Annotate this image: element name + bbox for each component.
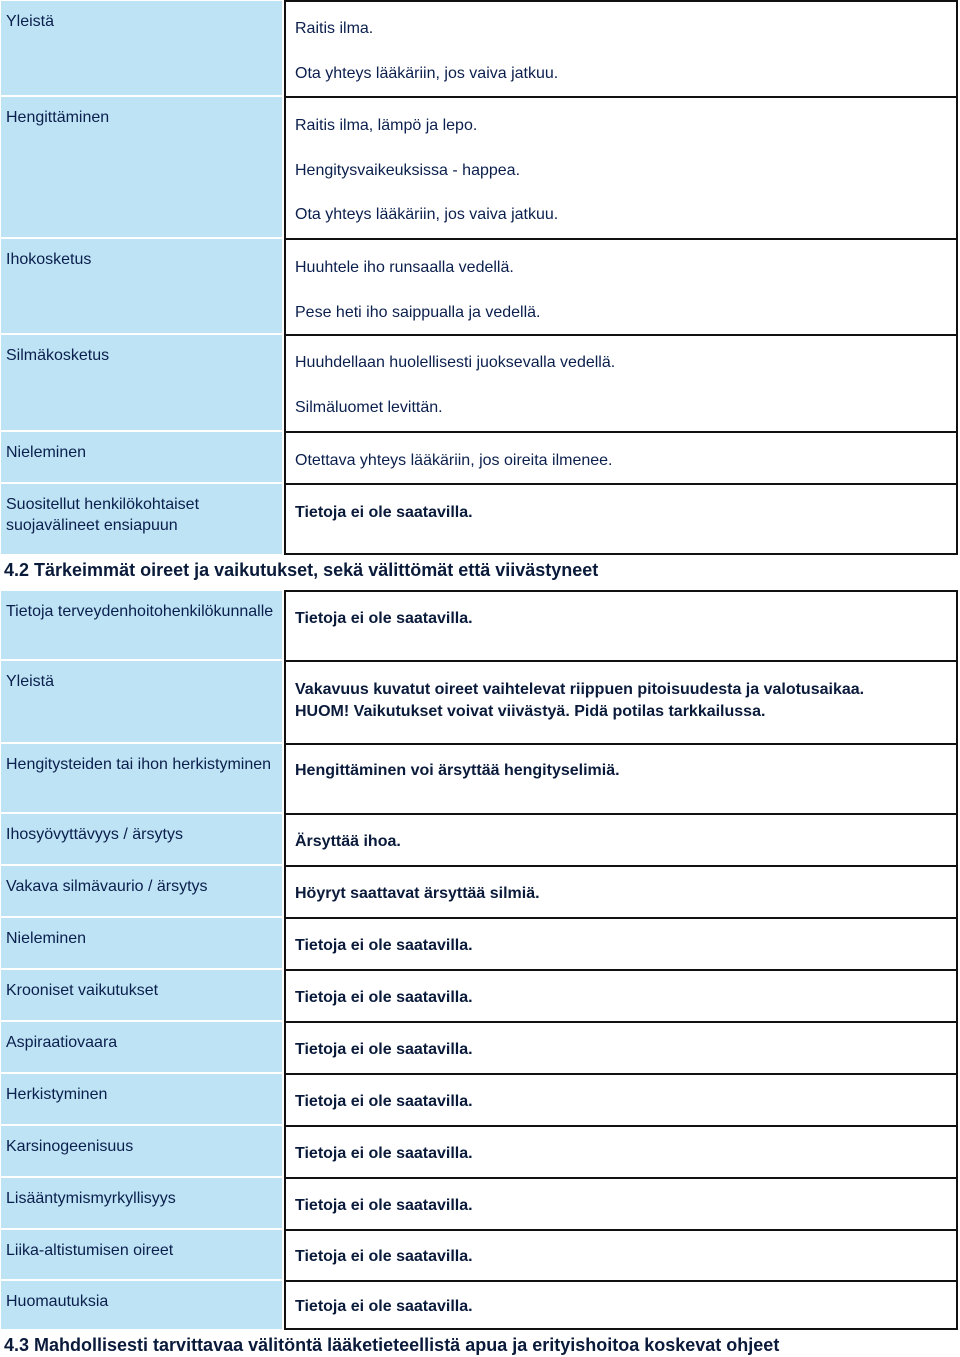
- value-line: Raitis ilma, lämpö ja lepo.: [295, 117, 478, 134]
- table-row: [0, 431, 960, 483]
- row-value: [284, 743, 958, 813]
- row-value: [284, 334, 958, 431]
- value-line: Tietoja ei ole saatavilla.: [295, 989, 473, 1006]
- value-line: Vakavuus kuvatut oireet vaihtelevat riippuen pitoisuudesta ja valotusaikaa.: [295, 681, 865, 698]
- table-row: [0, 1229, 960, 1280]
- table-row: [0, 0, 960, 96]
- table-row: [0, 1280, 960, 1330]
- row-label: Vakava silmävaurio / ärsytys: [0, 865, 283, 917]
- row-label: Krooniset vaikutukset: [0, 969, 283, 1021]
- table-row: [0, 1125, 960, 1177]
- row-label: Ihosyövyttävyys / ärsytys: [0, 813, 283, 865]
- row-label: Nieleminen: [0, 917, 283, 969]
- value-line: HUOM! Vaikutukset voivat viivästyä. Pidä potilas tarkkailussa.: [295, 703, 766, 720]
- table-row: [0, 483, 960, 555]
- row-label: Nieleminen: [0, 431, 283, 483]
- row-value: [284, 238, 958, 334]
- value-line: Tietoja ei ole saatavilla.: [295, 610, 473, 627]
- table-row: [0, 1073, 960, 1125]
- table-row: [0, 969, 960, 1021]
- table-row: [0, 660, 960, 743]
- table-row: [0, 917, 960, 969]
- row-value: [284, 660, 958, 743]
- value-line: Huuhdellaan huolellisesti juoksevalla vedellä.: [295, 354, 616, 371]
- value-line: Tietoja ei ole saatavilla.: [295, 937, 473, 954]
- row-value: [284, 96, 958, 238]
- value-line: Raitis ilma.: [295, 20, 374, 37]
- table-row: [0, 865, 960, 917]
- value-line: Tietoja ei ole saatavilla.: [295, 1145, 473, 1162]
- table-row: [0, 96, 960, 238]
- row-value: [284, 483, 958, 555]
- row-value: [284, 590, 958, 660]
- table-row: [0, 743, 960, 813]
- value-line: Ota yhteys lääkäriin, jos vaiva jatkuu.: [295, 206, 559, 223]
- row-label: Karsinogeenisuus: [0, 1125, 283, 1177]
- row-label: Lisääntymismyrkyllisyys: [0, 1177, 283, 1229]
- value-line: Hengittäminen voi ärsyttää hengityselimiä.: [295, 762, 620, 779]
- row-value: [284, 813, 958, 865]
- value-line: Ärsyttää ihoa.: [295, 833, 401, 850]
- row-value: [284, 431, 958, 483]
- row-value: [284, 1125, 958, 1177]
- row-label: Ihokosketus: [0, 238, 283, 334]
- table-row: [0, 334, 960, 431]
- section-heading: 4.2 Tärkeimmät oireet ja vaikutukset, sekä välittömät että viivästyneet: [4, 560, 599, 580]
- row-value: [284, 865, 958, 917]
- row-label: Aspiraatiovaara: [0, 1021, 283, 1073]
- row-label: Silmäkosketus: [0, 334, 283, 431]
- value-line: Tietoja ei ole saatavilla.: [295, 1248, 473, 1265]
- row-label: Tietoja terveydenhoitohenkilökunnalle: [0, 590, 283, 660]
- row-value: [284, 1073, 958, 1125]
- row-value: [284, 969, 958, 1021]
- row-value: [284, 917, 958, 969]
- value-line: Tietoja ei ole saatavilla.: [295, 1041, 473, 1058]
- row-label: Herkistyminen: [0, 1073, 283, 1125]
- value-line: Silmäluomet levittän.: [295, 399, 443, 416]
- table-row: [0, 813, 960, 865]
- row-value: [284, 1021, 958, 1073]
- row-label: Hengittäminen: [0, 96, 283, 238]
- value-line: Otettava yhteys lääkäriin, jos oireita ilmenee.: [295, 452, 613, 469]
- table-row: [0, 238, 960, 334]
- value-line: Pese heti iho saippualla ja vedellä.: [295, 304, 541, 321]
- value-line: Tietoja ei ole saatavilla.: [295, 1197, 473, 1214]
- row-value: [284, 0, 958, 96]
- row-label: Liika-altistumisen oireet: [0, 1229, 283, 1280]
- value-line: Hengitysvaikeuksissa - happea.: [295, 162, 521, 179]
- value-line: Tietoja ei ole saatavilla.: [295, 504, 473, 521]
- value-line: Höyryt saattavat ärsyttää silmiä.: [295, 885, 540, 902]
- table-row: [0, 590, 960, 660]
- row-label: Hengitysteiden tai ihon herkistyminen: [0, 743, 283, 813]
- row-label: Suositellut henkilökohtaiset suojavälineet ensiapuun: [0, 483, 283, 555]
- table-row: [0, 1177, 960, 1229]
- row-label: Yleistä: [0, 0, 283, 96]
- value-line: Tietoja ei ole saatavilla.: [295, 1298, 473, 1315]
- value-line: Tietoja ei ole saatavilla.: [295, 1093, 473, 1110]
- row-value: [284, 1177, 958, 1229]
- section-heading: 4.3 Mahdollisesti tarvittavaa välitöntä lääketieteellistä apua ja erityishoitoa koskevat ohjeet: [4, 1335, 780, 1355]
- table-row: [0, 1021, 960, 1073]
- value-line: Ota yhteys lääkäriin, jos vaiva jatkuu.: [295, 65, 559, 82]
- row-value: [284, 1280, 958, 1330]
- value-line: Huuhtele iho runsaalla vedellä.: [295, 259, 514, 276]
- row-label: Yleistä: [0, 660, 283, 743]
- row-label: Huomautuksia: [0, 1280, 283, 1330]
- row-value: [284, 1229, 958, 1280]
